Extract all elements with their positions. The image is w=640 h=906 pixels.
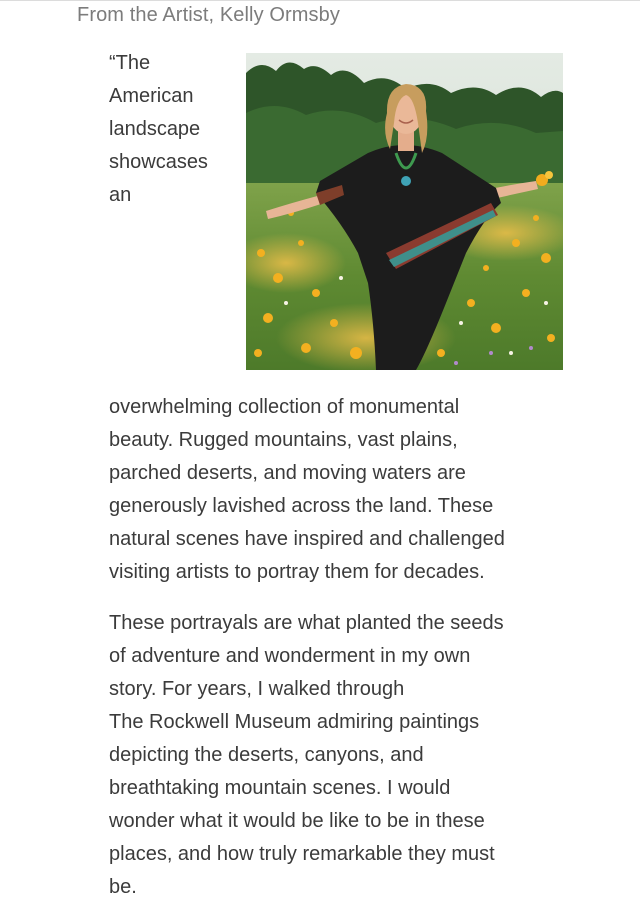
quote-intro-line: landscape	[109, 118, 201, 140]
paragraph-line: breathtaking mountain scenes. I would	[109, 777, 451, 799]
page-title: From the Artist, Kelly Ormsby	[77, 4, 340, 26]
paragraph-line: These portrayals are what planted the seeds	[109, 612, 504, 634]
artist-photo	[246, 53, 563, 370]
quote-intro-line: an	[109, 184, 132, 206]
paragraph-line: wonder what it would be like to be in these	[109, 810, 485, 832]
paragraph-line: be.	[109, 876, 137, 898]
top-divider	[0, 0, 640, 1]
paragraph-line: story. For years, I walked through	[109, 678, 405, 700]
paragraph-line: parched deserts, and moving waters are	[109, 462, 466, 484]
quote-paragraph-2	[109, 607, 569, 904]
paragraph-line: overwhelming collection of monumental	[109, 396, 460, 418]
paragraph-line: places, and how truly remarkable they must	[109, 843, 495, 865]
quote-paragraph-1	[109, 391, 569, 589]
paragraph-line: of adventure and wonderment in my own	[109, 645, 471, 667]
paragraph-line: depicting the deserts, canyons, and	[109, 744, 424, 766]
paragraph-line: visiting artists to portray them for decades.	[109, 561, 485, 583]
paragraph-line: generously lavished across the land. These	[109, 495, 494, 517]
quote-intro-line: “The	[109, 52, 151, 74]
paragraph-line: beauty. Rugged mountains, vast plains,	[109, 429, 458, 451]
quote-intro-line: showcases	[109, 151, 208, 173]
paragraph-line: natural scenes have inspired and challenged	[109, 528, 505, 550]
paragraph-line: The Rockwell Museum admiring paintings	[109, 711, 480, 733]
quote-intro-line: American	[109, 85, 194, 107]
